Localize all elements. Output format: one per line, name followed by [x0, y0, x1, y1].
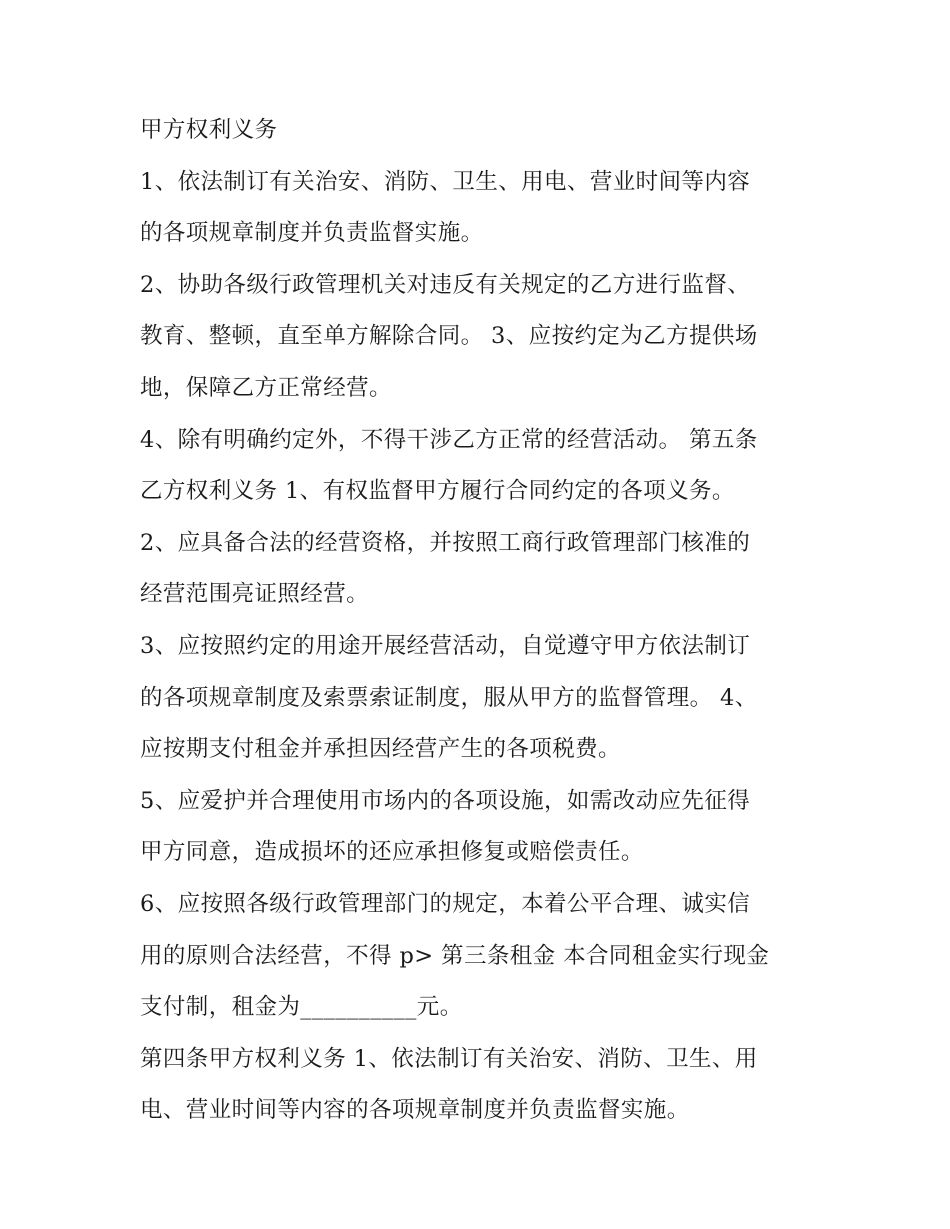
text-line: 地，保障乙方正常经营。 [140, 374, 392, 401]
text-line: 2、应具备合法的经营资格，并按照工商行政管理部门核准的 [140, 529, 751, 556]
text-line: 经营范围亮证照经营。 [140, 581, 370, 608]
text-line: 的各项规章制度及索票索证制度，服从甲方的监督管理。 4、 [140, 684, 758, 711]
text-line: 第四条甲方权利义务 1、依法制订有关治安、消防、卫生、用 [140, 1045, 758, 1072]
text-line: 支付制，租金为__________元。 [140, 994, 463, 1021]
text-line: 2、协助各级行政管理机关对违反有关规定的乙方进行监督、 [140, 271, 751, 298]
text-line: 1、依法制订有关治安、消防、卫生、用电、营业时间等内容 [140, 168, 751, 195]
text-line: 6、应按照各级行政管理部门的规定，本着公平合理、诚实信 [140, 890, 751, 917]
text-line: 用的原则合法经营，不得 p> 第三条租金 本合同租金实行现金 [140, 942, 770, 969]
text-line: 4、除有明确约定外，不得干涉乙方正常的经营活动。 第五条 [140, 426, 758, 453]
text-line: 甲方同意，造成损坏的还应承担修复或赔偿责任。 [140, 839, 644, 866]
text-line: 乙方权利义务 1、有权监督甲方履行合同约定的各项义务。 [140, 478, 735, 505]
text-line: 教育、整顿，直至单方解除合同。 3、应按约定为乙方提供场 [140, 323, 758, 350]
text-line: 电、营业时间等内容的各项规章制度并负责监督实施。 [140, 1097, 690, 1124]
text-line: 5、应爱护并合理使用市场内的各项设施，如需改动应先征得 [140, 787, 751, 814]
text-line: 3、应按照约定的用途开展经营活动，自觉遵守甲方依法制订 [140, 632, 751, 659]
text-line: 应按期支付租金并承担因经营产生的各项税费。 [140, 736, 621, 763]
document-body [140, 108, 820, 1140]
text-line: 甲方权利义务 [140, 117, 278, 143]
text-line: 的各项规章制度并负责监督实施。 [140, 220, 484, 247]
